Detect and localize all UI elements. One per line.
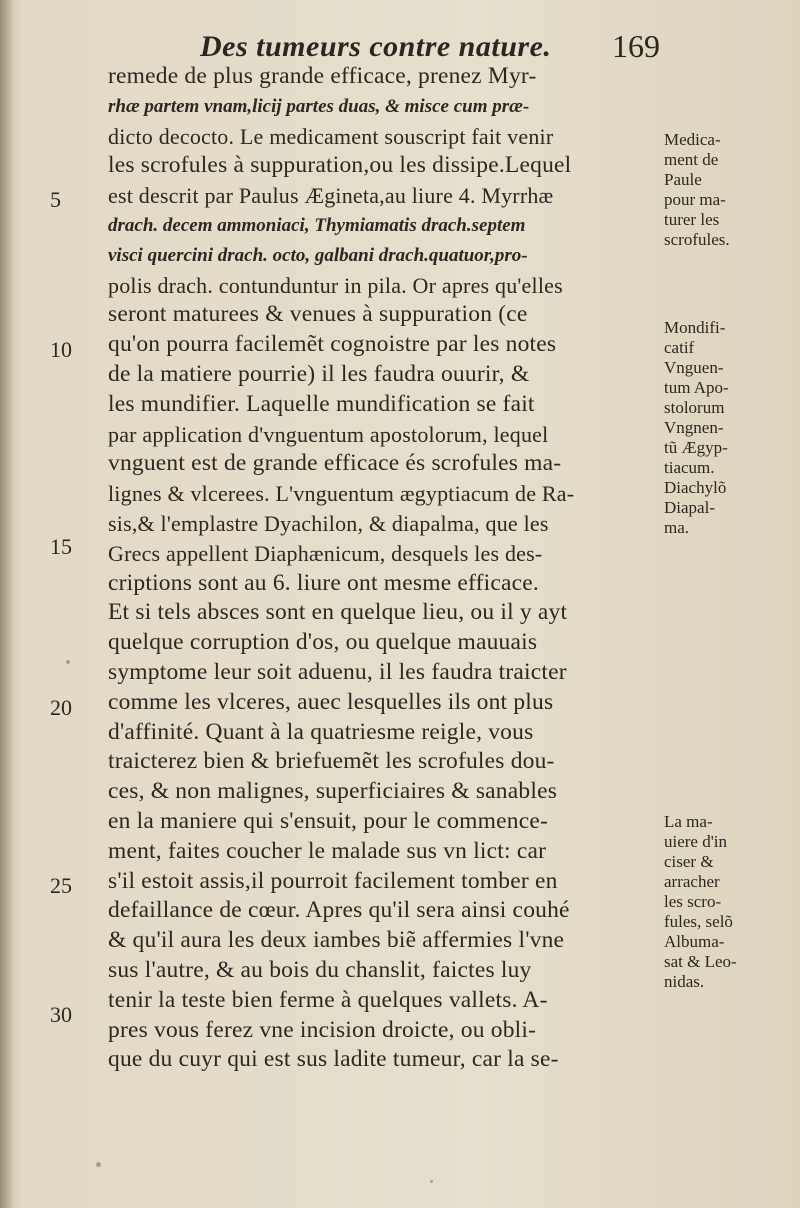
text-line: de la matiere pourrie) il les faudra ouurir, & bbox=[108, 360, 530, 387]
running-head: Des tumeurs contre nature. bbox=[200, 30, 552, 63]
gutter-shadow bbox=[0, 0, 14, 1208]
margin-note-line: nidas. bbox=[664, 972, 705, 991]
text-line: & qu'il aura les deux iambes biẽ affermies l'vne bbox=[108, 927, 565, 954]
margin-note-line: Medica- bbox=[664, 130, 721, 149]
margin-note-line: Diapal- bbox=[664, 498, 715, 517]
margin-note-line: Diachylõ bbox=[664, 478, 727, 497]
margin-note-line: uiere d'in bbox=[664, 832, 728, 851]
text-line: dicto decocto. Le medicament souscript fait venir bbox=[108, 123, 554, 149]
text-line: sus l'autre, & au bois du chanslit, faictes luy bbox=[108, 956, 532, 983]
margin-note-line: Vngnen- bbox=[664, 418, 724, 437]
text-line: quelque corruption d'os, ou quelque mauuais bbox=[108, 629, 538, 656]
margin-note-line: les scro- bbox=[664, 892, 722, 911]
margin-note-line: Vnguen- bbox=[664, 358, 724, 377]
margin-note-line: catif bbox=[664, 338, 695, 357]
text-line: Et si tels absces sont en quelque lieu, ou il y ayt bbox=[108, 599, 568, 626]
text-line: defaillance de cœur. Apres qu'il sera ainsi couhé bbox=[108, 897, 570, 924]
margin-note-line: turer les bbox=[664, 210, 720, 229]
line-number-15: 15 bbox=[50, 534, 72, 559]
text-line: symptome leur soit aduenu, il les faudra traicter bbox=[108, 658, 567, 685]
margin-note-line: Mondifi- bbox=[664, 318, 726, 337]
text-line: ces, & non malignes, superficiaires & sanables bbox=[108, 778, 558, 805]
text-line: rhæ partem vnam,licij partes duas, & misce cum præ- bbox=[108, 95, 530, 117]
page-number: 169 bbox=[612, 28, 660, 64]
text-line: les scrofules à suppuration,ou les dissipe.Lequel bbox=[108, 152, 572, 179]
text-line: d'affinité. Quant à la quatriesme reigle, vous bbox=[108, 718, 534, 745]
margin-note-line: arracher bbox=[664, 872, 720, 891]
text-line: polis drach. contunduntur in pila. Or apres qu'elles bbox=[108, 272, 563, 298]
text-line: seront maturees & venues à suppuration (ce bbox=[108, 301, 528, 328]
paper-speck bbox=[96, 1162, 101, 1167]
body-text bbox=[108, 62, 656, 1075]
text-line: en la maniere qui s'ensuit, pour le commence- bbox=[108, 807, 548, 834]
margin-note-line: tũ Ægyp- bbox=[664, 438, 728, 457]
margin-note-paule bbox=[664, 130, 794, 250]
text-line: visci quercini drach. octo, galbani drach.quatuor,pro- bbox=[108, 244, 528, 266]
text-line: vnguent est de grande efficace és scrofules ma- bbox=[108, 450, 562, 477]
text-line: les mundifier. Laquelle mundification se fait bbox=[108, 390, 535, 417]
margin-note-line: ment de bbox=[664, 150, 719, 169]
margin-note-line: fules, selõ bbox=[664, 912, 733, 931]
text-line: pres vous ferez vne incision droicte, ou obli- bbox=[108, 1016, 537, 1043]
text-line: s'il estoit assis,il pourroit facilement tomber en bbox=[108, 867, 558, 894]
text-line: sis,& l'emplastre Dyachilon, & diapalma, que les bbox=[108, 510, 549, 536]
margin-note-line: Albuma- bbox=[664, 932, 725, 951]
text-line: traicterez bien & briefuemẽt les scrofules dou- bbox=[108, 748, 555, 775]
margin-note-line: pour ma- bbox=[664, 190, 726, 209]
line-number-25: 25 bbox=[50, 873, 72, 898]
line-number-20: 20 bbox=[50, 695, 72, 720]
text-line: comme les vlceres, auec lesquelles ils ont plus bbox=[108, 688, 554, 715]
margin-note-line: ma. bbox=[664, 518, 690, 537]
text-line: criptions sont au 6. liure ont mesme efficace. bbox=[108, 569, 539, 596]
text-line: lignes & vlcerees. L'vnguentum ægyptiacum de Ra- bbox=[108, 481, 575, 507]
margin-note-line: scrofules. bbox=[664, 230, 730, 249]
margin-note-incision bbox=[664, 812, 794, 992]
margin-note-mondificatif bbox=[664, 318, 794, 538]
paper-speck bbox=[430, 1180, 433, 1183]
text-line: Grecs appellent Diaphænicum, desquels les des- bbox=[108, 540, 543, 566]
text-line: tenir la teste bien ferme à quelques vallets. A- bbox=[108, 986, 548, 1013]
margin-note-line: La ma- bbox=[664, 812, 713, 831]
line-number-5: 5 bbox=[50, 187, 61, 212]
text-line: remede de plus grande efficace, prenez Myr- bbox=[108, 63, 537, 89]
text-line: est descrit par Paulus Ægineta,au liure 4. Myrrhæ bbox=[108, 183, 554, 209]
text-line: drach. decem ammoniaci, Thymiamatis drach.septem bbox=[108, 214, 526, 236]
margin-note-line: Paule bbox=[664, 170, 702, 189]
line-number-30: 30 bbox=[50, 1002, 72, 1027]
line-number-10: 10 bbox=[50, 337, 72, 362]
margin-note-line: tum Apo- bbox=[664, 378, 729, 397]
text-line: ment, faites coucher le malade sus vn lict: car bbox=[108, 837, 547, 864]
margin-note-line: stolorum bbox=[664, 398, 725, 417]
text-line: qu'on pourra facilemẽt cognoistre par les notes bbox=[108, 331, 557, 358]
margin-note-line: ciser & bbox=[664, 852, 714, 871]
paper-speck bbox=[66, 660, 70, 664]
text-line: par application d'vnguentum apostolorum, lequel bbox=[108, 421, 549, 447]
margin-note-line: tiacum. bbox=[664, 458, 715, 477]
margin-note-line: sat & Leo- bbox=[664, 952, 737, 971]
text-line: que du cuyr qui est sus ladite tumeur, car la se- bbox=[108, 1046, 559, 1073]
